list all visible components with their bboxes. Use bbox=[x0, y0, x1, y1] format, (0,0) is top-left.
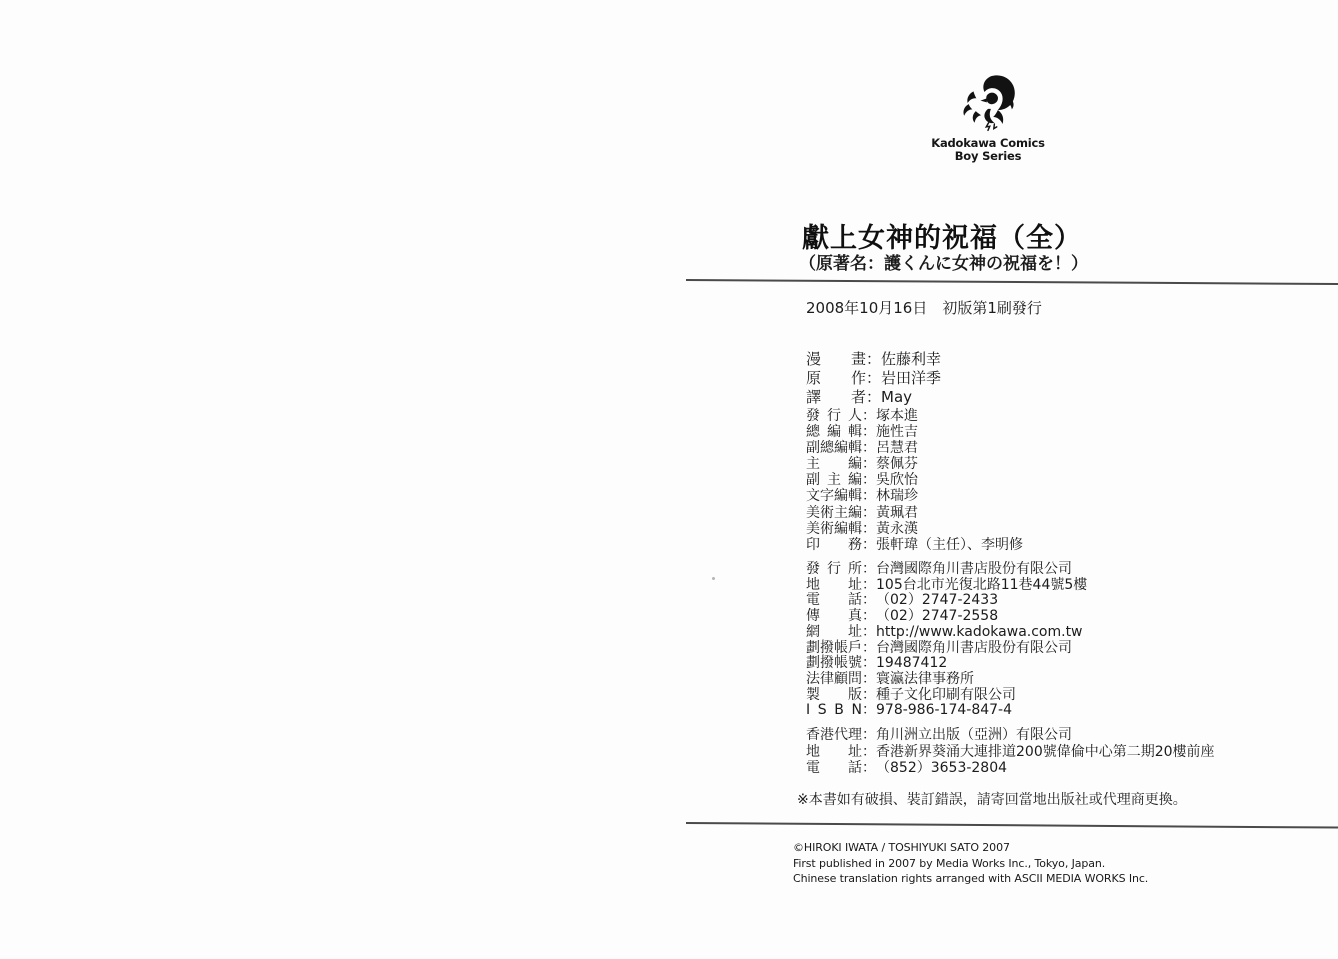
divider-top bbox=[686, 279, 1338, 285]
field-value: 台灣國際角川書店股份有限公司 bbox=[876, 639, 1072, 656]
field-label: 地址 bbox=[806, 576, 862, 593]
field-label: 網址 bbox=[806, 623, 862, 640]
info-row bbox=[806, 562, 1087, 578]
label-colon: ： bbox=[862, 440, 876, 457]
label-colon: ： bbox=[862, 743, 876, 760]
book-title: 獻上女神的祝福（全） bbox=[802, 223, 1082, 254]
label-colon: ： bbox=[866, 350, 882, 368]
hong-kong-agent-block bbox=[806, 727, 1215, 777]
field-label: 副主編 bbox=[806, 472, 862, 489]
field-label: 電話 bbox=[806, 760, 862, 777]
divider-bottom bbox=[686, 822, 1338, 829]
label-colon: ： bbox=[866, 388, 882, 406]
field-label: 發行人 bbox=[806, 408, 862, 424]
field-value: （02）2747-2558 bbox=[876, 608, 999, 625]
info-row bbox=[806, 388, 941, 407]
label-colon: ： bbox=[862, 686, 876, 703]
publisher-logo bbox=[912, 72, 1064, 163]
label-colon: ： bbox=[862, 639, 876, 656]
info-row bbox=[806, 578, 1087, 594]
info-row bbox=[806, 641, 1087, 657]
label-colon: ： bbox=[862, 592, 876, 609]
original-title: （原著名：護くんに女神の祝福を！） bbox=[799, 254, 1088, 274]
edition-date-line: 2008年10月16日 初版第1刷發行 bbox=[806, 299, 1042, 317]
logo-series-name-line2: Boy Series bbox=[954, 149, 1022, 163]
label-colon: ： bbox=[862, 561, 876, 577]
info-row bbox=[806, 472, 1023, 488]
field-value: 台灣國際角川書店股份有限公司 bbox=[876, 561, 1072, 577]
field-value: 香港新界葵涌大連排道200號偉倫中心第二期20樓前座 bbox=[876, 743, 1215, 760]
label-colon: ： bbox=[862, 727, 876, 743]
field-label: 漫畫 bbox=[806, 350, 866, 368]
field-value: 種子文化印刷有限公司 bbox=[876, 686, 1016, 703]
field-label: 譯者 bbox=[806, 388, 866, 406]
scan-speck bbox=[712, 577, 715, 580]
field-label: 美術主編 bbox=[806, 504, 862, 521]
copyright-line: First published in 2007 by Media Works Inc., Tokyo, Japan. bbox=[793, 856, 1106, 870]
field-label: 香港代理 bbox=[806, 727, 862, 743]
field-label: 原作 bbox=[806, 369, 866, 387]
field-value: 蔡佩芬 bbox=[876, 456, 918, 473]
logo-series-name-line1: Kadokawa Comics bbox=[931, 136, 1045, 150]
copyright-line: Chinese translation rights arranged with ASCII MEDIA WORKS Inc. bbox=[793, 872, 1149, 885]
staff-credits-block bbox=[806, 408, 1023, 553]
info-row bbox=[806, 744, 1215, 761]
info-row bbox=[806, 408, 1023, 424]
info-row bbox=[806, 703, 1087, 719]
field-value: http://www.kadokawa.com.tw bbox=[876, 623, 1083, 640]
info-row bbox=[806, 369, 941, 388]
field-value: 岩田洋季 bbox=[881, 369, 942, 387]
field-value: 寰瀛法律事務所 bbox=[876, 670, 974, 687]
field-label: 電話 bbox=[806, 592, 862, 609]
label-colon: ： bbox=[862, 488, 876, 505]
label-colon: ： bbox=[862, 408, 876, 424]
field-label: 製版 bbox=[806, 686, 862, 703]
field-label: 法律顧問 bbox=[806, 670, 862, 687]
field-value: 塚本進 bbox=[876, 408, 918, 424]
field-value: 19487412 bbox=[876, 655, 948, 672]
publisher-info-block bbox=[806, 562, 1087, 719]
info-row bbox=[806, 656, 1087, 672]
field-value: 978-986-174-847-4 bbox=[876, 702, 1013, 719]
author-credits-block bbox=[806, 350, 941, 407]
info-row bbox=[806, 440, 1023, 456]
field-label: 劃撥帳號 bbox=[806, 655, 862, 672]
field-label: 主編 bbox=[806, 456, 862, 473]
info-row bbox=[806, 672, 1087, 688]
info-row bbox=[806, 760, 1215, 777]
field-label: 總編輯 bbox=[806, 424, 862, 441]
info-row bbox=[806, 521, 1023, 537]
info-row bbox=[806, 505, 1023, 521]
field-value: 張軒瑋（主任）、李明修 bbox=[876, 536, 1023, 553]
label-colon: ： bbox=[866, 369, 882, 387]
field-value: 黃永漢 bbox=[876, 520, 918, 537]
field-value: （02）2747-2433 bbox=[876, 592, 999, 609]
label-colon: ： bbox=[862, 520, 876, 537]
label-colon: ： bbox=[862, 670, 876, 687]
info-row bbox=[806, 424, 1023, 440]
info-row bbox=[806, 609, 1087, 625]
field-value: 105台北市光復北路11巷44號5樓 bbox=[876, 576, 1088, 593]
info-row bbox=[806, 350, 941, 369]
field-label: 傳真 bbox=[806, 608, 862, 625]
field-label: 文字編輯 bbox=[806, 488, 862, 505]
label-colon: ： bbox=[862, 623, 876, 640]
field-value: 呂慧君 bbox=[876, 440, 918, 457]
label-colon: ： bbox=[862, 702, 876, 719]
label-colon: ： bbox=[862, 504, 876, 521]
label-colon: ： bbox=[862, 608, 876, 625]
field-label: 地址 bbox=[806, 743, 862, 760]
label-colon: ： bbox=[862, 472, 876, 489]
label-colon: ： bbox=[862, 456, 876, 473]
info-row bbox=[806, 537, 1023, 553]
label-colon: ： bbox=[862, 655, 876, 672]
damage-replacement-notice: ※本書如有破損、裝訂錯誤，請寄回當地出版社或代理商更換。 bbox=[797, 792, 1187, 808]
info-row bbox=[806, 727, 1215, 744]
field-label: 印務 bbox=[806, 536, 862, 553]
field-value: 吳欣怡 bbox=[876, 472, 918, 489]
copyright-block bbox=[793, 840, 1148, 887]
info-row bbox=[806, 488, 1023, 504]
field-value: 林瑞珍 bbox=[876, 488, 918, 505]
info-row bbox=[806, 625, 1087, 641]
field-label: 發行所 bbox=[806, 561, 862, 577]
field-value: （852）3653-2804 bbox=[876, 760, 1008, 777]
label-colon: ： bbox=[862, 424, 876, 441]
field-label: I S B N bbox=[806, 702, 862, 719]
field-value: May bbox=[881, 388, 913, 406]
info-row bbox=[806, 593, 1087, 609]
field-value: 施性吉 bbox=[876, 424, 918, 441]
label-colon: ： bbox=[862, 760, 876, 777]
field-value: 角川洲立出版（亞洲）有限公司 bbox=[876, 727, 1072, 743]
label-colon: ： bbox=[862, 576, 876, 593]
field-label: 副總編輯 bbox=[806, 440, 862, 457]
copyright-line: ©HIROKI IWATA / TOSHIYUKI SATO 2007 bbox=[793, 841, 1010, 854]
label-colon: ： bbox=[862, 536, 876, 553]
field-label: 劃撥帳戶 bbox=[806, 639, 862, 656]
field-value: 佐藤利幸 bbox=[881, 350, 942, 368]
field-label: 美術編輯 bbox=[806, 520, 862, 537]
info-row bbox=[806, 456, 1023, 472]
kadokawa-phoenix-icon bbox=[956, 72, 1020, 134]
info-row bbox=[806, 688, 1087, 704]
field-value: 黃珮君 bbox=[876, 504, 918, 521]
